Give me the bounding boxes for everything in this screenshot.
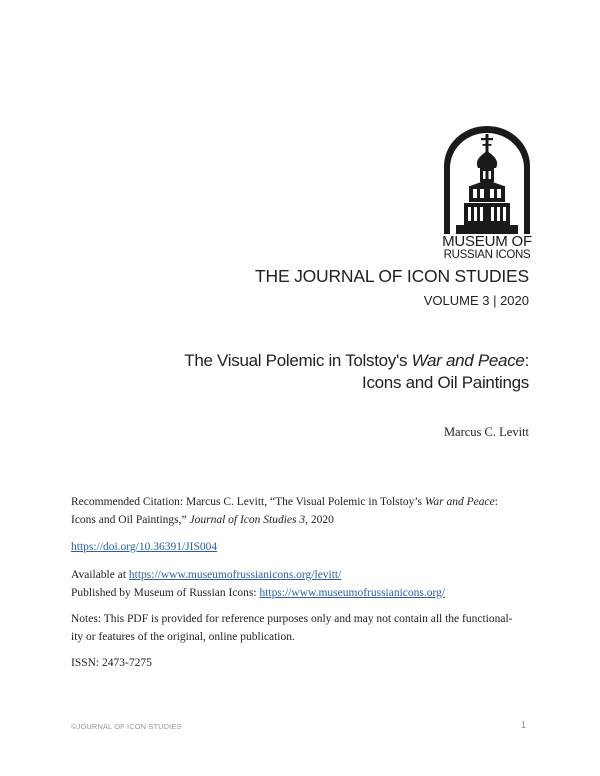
notes-block [71, 611, 531, 646]
page-number: 1 [521, 720, 527, 730]
published-label: Published by Museum of Russian Icons: [71, 586, 260, 599]
available-label: Available at [71, 569, 129, 581]
museum-name-line2: RUSSIAN ICONS [443, 249, 531, 261]
citation-prefix: Recommended Citation: Marcus C. Levitt, “The Visual Polemic in Tolstoy’s [71, 496, 425, 508]
citation-middle: : [494, 496, 498, 508]
notes-line2: ity or features of the original, online publication. [71, 630, 295, 643]
citation-line2-end: , 2020 [305, 513, 334, 526]
journal-title: THE JOURNAL OF ICON STUDIES [255, 266, 529, 286]
article-title-line2: Icons and Oil Paintings [362, 373, 529, 392]
availability-block [71, 567, 531, 602]
article-title-italic: War and Peace [411, 351, 525, 370]
citation-journal: Journal of Icon Studies 3 [189, 513, 306, 526]
doi-link[interactable]: https://doi.org/10.36391/JIS004 [71, 541, 218, 553]
author-name: Marcus C. Levitt [443, 425, 529, 439]
volume-line: VOLUME 3 | 2020 [423, 293, 529, 308]
citation-line2-start: Icons and Oil Paintings,” [71, 513, 190, 526]
footer-copyright: ©JOURNAL OF ICON STUDIES [71, 722, 182, 731]
citation-italic-title: War and Peace [424, 496, 495, 508]
available-link[interactable]: https://www.museumofrussianicons.org/levitt/ [128, 569, 342, 581]
article-title-part2: : [524, 351, 529, 370]
article-title [184, 350, 529, 394]
published-link[interactable]: https://www.museumofrussianicons.org/ [259, 586, 446, 599]
notes-line1: Notes: This PDF is provided for reference purposes only and may not contain all the functional- [71, 613, 513, 625]
museum-name [436, 234, 538, 262]
issn: ISSN: 2473-7275 [71, 657, 152, 669]
museum-logo-icon [442, 124, 532, 236]
doi-block [71, 539, 531, 557]
recommended-citation [71, 494, 531, 529]
museum-name-line1: MUSEUM OF [442, 233, 532, 250]
article-title-part1: The Visual Polemic in Tolstoy's [184, 351, 412, 370]
